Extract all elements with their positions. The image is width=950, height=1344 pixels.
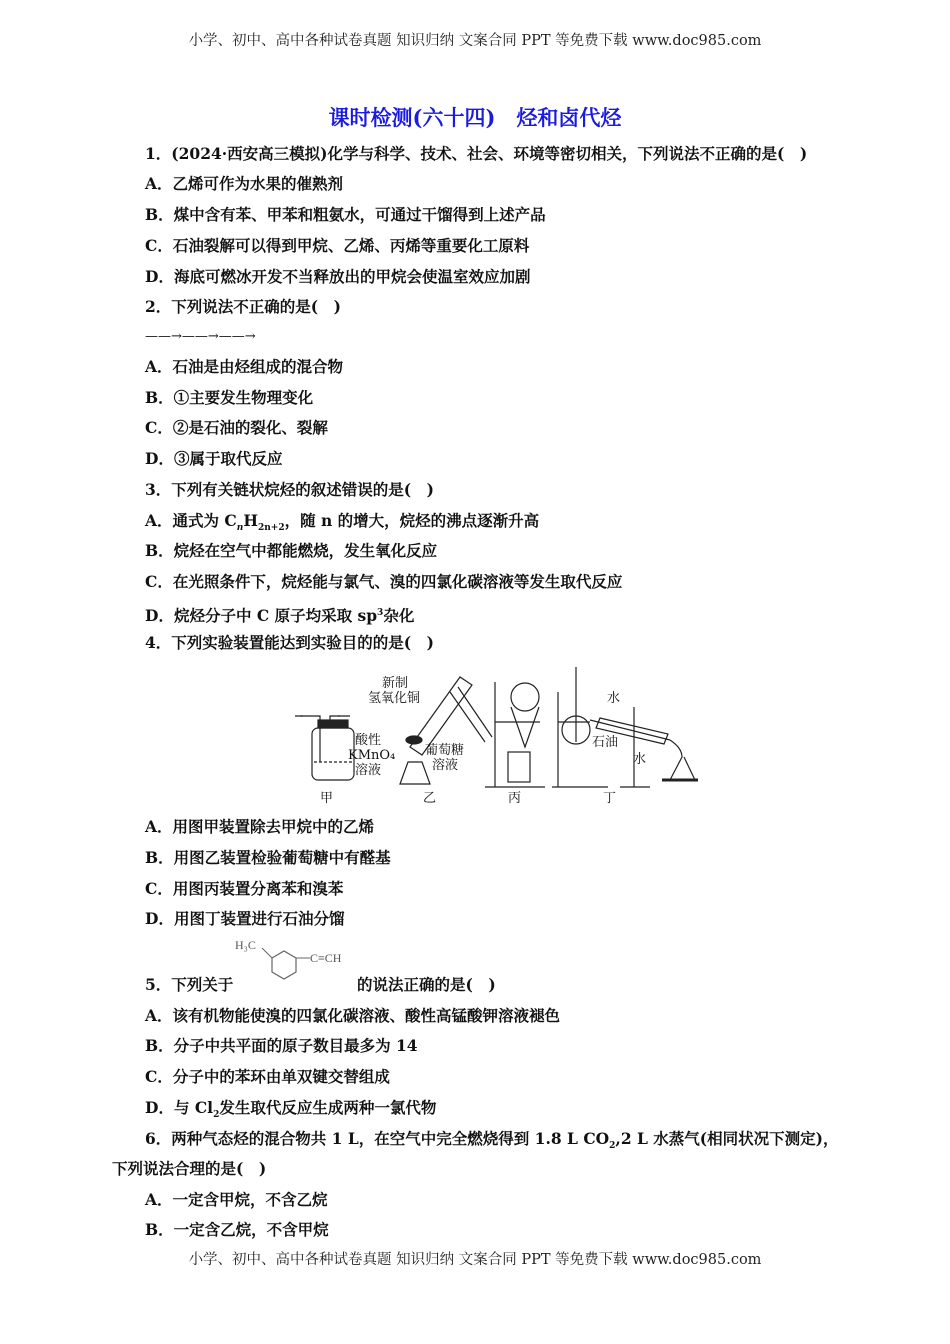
q1-stem: 1．(2024·西安高三模拟)化学与科学、技术、社会、环境等密切相关，下列说法不正确的是( ) (145, 144, 808, 163)
q4-option-a: A．用图甲装置除去甲烷中的乙烯 (145, 817, 375, 836)
header-banner: 小学、初中、高中各种试卷真题 知识归纳 文案合同 PPT 等免费下载 www.doc985.com (188, 33, 762, 49)
label-solution-2: 溶液 (432, 758, 459, 773)
label-cuoh2: 氢氧化铜 (368, 691, 421, 706)
q1-option-d: D．海底可燃冰开发不当释放出的甲烷会使温室效应加剧 (145, 267, 531, 286)
label-water-in: 水 (607, 691, 621, 706)
q5-option-a: A．该有机物能使溴的四氯化碳溶液、酸性高锰酸钾溶液褪色 (145, 1006, 561, 1025)
apparatus-figure (290, 662, 700, 812)
label-solution-1: 溶液 (355, 763, 382, 778)
label-fresh: 新制 (382, 676, 409, 691)
methyl-label: H₃C (235, 938, 256, 952)
label-petroleum: 石油 (592, 735, 619, 750)
q5-stem-post: 的说法正确的是( ) (357, 975, 496, 994)
caption-bing: 丙 (508, 791, 522, 806)
q6-stem: 6．两种气态烃的混合物共 1 L，在空气中完全燃烧得到 1.8 L $CO_2,2$ L 水蒸气(相同状况下测定)， (145, 1129, 839, 1152)
q3-option-a: A．通式为 $C_nH_{2n+2}$，随 n 的增大，烷烃的沸点逐渐升高 (145, 511, 540, 534)
q5-option-d: D．与 $Cl_2$发生取代反应生成两种一氯代物 (145, 1098, 437, 1121)
caption-yi: 乙 (423, 791, 437, 806)
q2-option-b: B．①主要发生物理变化 (145, 388, 314, 407)
q3-option-b: B．烷烃在空气中都能燃烧，发生氧化反应 (145, 541, 438, 560)
q2-option-a: A．石油是由烃组成的混合物 (145, 357, 344, 376)
q3-option-c: C．在光照条件下，烷烃能与氯气、溴的四氯化碳溶液等发生取代反应 (145, 572, 623, 591)
q5-option-c: C．分子中的苯环由单双键交替组成 (145, 1067, 390, 1086)
q6-stem-line2: 下列说法合理的是( ) (112, 1159, 267, 1178)
q5-stem-pre: 5．下列关于 (145, 975, 234, 994)
footer-banner: 小学、初中、高中各种试卷真题 知识归纳 文案合同 PPT 等免费下载 www.doc985.com (188, 1252, 762, 1268)
q3-stem: 3．下列有关链状烷烃的叙述错误的是( ) (145, 480, 434, 499)
q5-option-b: B．分子中共平面的原子数目最多为 14 (145, 1036, 418, 1055)
caption-jia: 甲 (320, 791, 334, 806)
q4-stem: 4．下列实验装置能达到实验目的的是( ) (145, 633, 434, 652)
label-acidic: 酸性 (355, 733, 382, 748)
caption-ding: 丁 (603, 791, 617, 806)
q4-option-c: C．用图丙装置分离苯和溴苯 (145, 879, 344, 898)
q1-option-a: A．乙烯可作为水果的催熟剂 (145, 174, 344, 193)
label-kmno4: KMnO₄ (348, 748, 396, 763)
q1-option-b: B．煤中含有苯、甲苯和粗氨水，可通过干馏得到上述产品 (145, 205, 546, 224)
q2-option-d: D．③属于取代反应 (145, 449, 283, 468)
label-glucose: 葡萄糖 (425, 743, 465, 758)
q4-option-b: B．用图乙装置检验葡萄糖中有醛基 (145, 848, 391, 867)
page-title: 课时检测(六十四) 烃和卤代烃 (328, 105, 622, 130)
q2-option-c: C．②是石油的裂化、裂解 (145, 418, 328, 437)
molecule-structure (232, 936, 362, 986)
alkyne-label: C≡CH (310, 951, 342, 965)
q6-option-a: A．一定含甲烷，不含乙烷 (145, 1190, 328, 1209)
q3-option-d: D．烷烃分子中 C 原子均采取 $sp^3$杂化 (145, 606, 415, 626)
q2-flow-arrows: ——→——→——→ (145, 329, 256, 344)
q2-stem: 2．下列说法不正确的是( ) (145, 297, 341, 316)
q1-option-c: C．石油裂解可以得到甲烷、乙烯、丙烯等重要化工原料 (145, 236, 530, 255)
label-water-out: 水 (633, 752, 647, 767)
q6-option-b: B．一定含乙烷，不含甲烷 (145, 1220, 329, 1239)
q4-option-d: D．用图丁装置进行石油分馏 (145, 909, 345, 928)
